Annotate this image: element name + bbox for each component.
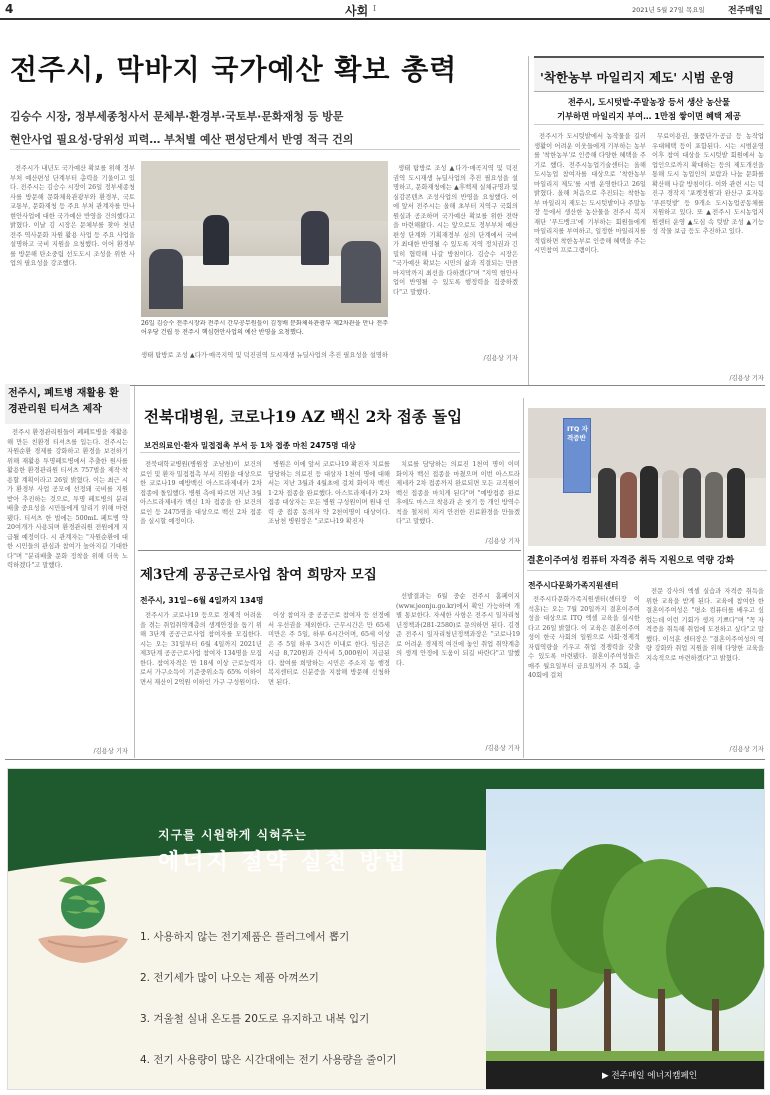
itq-photo: [528, 408, 766, 546]
ad-item: 1. 사용하지 않는 전기제품은 플러그에서 뽑기: [140, 931, 350, 943]
ad-item: 3. 겨울철 실내 온도를 20도로 유지하고 내복 입기: [140, 1013, 370, 1025]
photo-person-3: [341, 241, 381, 303]
vax-sub-rule: [140, 452, 520, 453]
side1-headline: '착한농부 마일리지 제도' 시범 운영: [540, 70, 735, 85]
lead-subheadline-1: 김승수 시장, 정부세종청사서 문체부·환경부·국토부·문화재청 등 방문: [10, 110, 344, 123]
section-mark: Ⅰ: [373, 4, 377, 13]
itq-headline: 결혼이주여성 컴퓨터 자격증 취득 지원으로 역량 강화: [527, 556, 735, 566]
vax-byline: /김용상 기자: [485, 538, 520, 545]
vax-subheadline: 보건의료인·환자 밀접접촉 부서 등 1차 접종 마친 2475명 대상: [144, 441, 356, 450]
side1-subheadline-2: 기부하면 마일리지 부여… 1만점 쌓이면 혜택 제공: [557, 111, 741, 121]
jobs-body-col2: 이상 참여자 중 공공근로 참여자 등 선정에서 우선권을 제외한다. 근무시간은 만 65세 미만은 주 5일, 하루 6시간이며, 65세 이상은 주 5일 하루 3시간 이내로 한다. 임금은 시급 8,720원과 간식비 5,000원이 지급된다. 참여를 희망하는 시민은 주소지 동 행정복지센터로 신분증을 지참해 방문해 신청하면 된다.: [268, 612, 390, 686]
jobs-body-col3: 선발결과는 6월 중순 전주시 홈페이지(www.jeonju.go.kr)에서 확인 가능하며 개별 통보한다. 자세한 사항은 전주시 일자리청년정책과(281-2580)로 문의하면 된다. 김경준 전주시 일자리청년정책과장은 "코로나19로 어려운 경제적 여건에 놓인 취업 취약계층의 생계 안정에 도움이 되길 바란다"고 말했다.: [396, 593, 520, 667]
itq-body-col2: 전문 강사의 엑셀 실습과 자격증 취득을 위한 교육을 받게 된다. 교육에 참여한 한 결혼이주여성은 "평소 컴퓨터를 배우고 싶었는데 이런 기회가 생겨 기쁘다"며 "꼭 자격증을 취득해 취업에 도전하고 싶다"고 말했다. 이석훈 센터장은 "결혼이주여성의 역량 강화와 취업 지원을 위해 다양한 교육을 지속적으로 마련하겠다"고 밝혔다.: [646, 588, 764, 662]
page-number: 4: [5, 2, 14, 16]
jobs-headline: 제3단계 공공근로사업 참여 희망자 모집: [140, 567, 377, 583]
photo-figure-7: [727, 468, 745, 538]
vax-headline: 전북대병원, 코로나19 AZ 백신 2차 접종 돌입: [144, 407, 463, 426]
side1-headline-box: [534, 56, 764, 92]
itq-rule: [527, 570, 767, 571]
side2-byline: /김용상 기자: [93, 748, 128, 755]
lead-headline: 전주시, 막바지 국가예산 확보 총력: [10, 53, 458, 86]
photo-person-1: [203, 215, 229, 265]
side1-body-col2: 무료이용권, 물품단가·공급 등 농작업 우대혜택 등이 포함된다. 시는 시범운영 이후 참여 대상을 도시텃밭 회원에서 농업인으로까지 확대하는 등의 제도개선을 통해 도시 농업인의 보람과 나눔 문화를 확산해 나갈 방침이다. 이와 관련 시는 덕진구 경작지 '포켓정원'과 완산구 효자동 '푸른텃밭' 등 9개소 도시농업공동체를 지원하고 있다. 또 ▲전주시 도시농업지원센터 운영 ▲도심 속 텃밭 조성 ▲기능성 작물 보급 등도 추진하고 있다.: [652, 133, 764, 235]
itq-subheadline: 전주시다문화가족지원센터: [528, 581, 619, 590]
side1-subheadline-1: 전주시, 도시텃밭·주말농장 등서 생산 농산물: [567, 97, 731, 107]
vax-body-col2: 병원은 이에 앞서 코로나19 확진자 치료를 담당하는 의료진 등 대상자 1천여 명에 대해서는 지난 3월과 4월초에 걸쳐 화이자 백신 1·2차 접종을 완료했다. 아스트라제네카 2차 접종 대상자는 모든 병원 구성원이며 원내 인력 중 접종 동의자 약 2천여명이 대상이다. 조남천 병원장은 "코로나19 확진자: [268, 461, 390, 525]
ad-footer-bar: [486, 1061, 765, 1090]
lead-subheadline-2: 현안사업 필요성·당위성 피력… 부처별 예산 편성단계서 반영 적극 건의: [10, 133, 354, 146]
energy-ad: [7, 768, 765, 1090]
photo-wall-panel: [141, 161, 388, 221]
photo-figure-2: [620, 472, 637, 538]
itq-byline: /김용상 기자: [729, 746, 764, 753]
photo-figure-4: [662, 470, 679, 538]
itq-body-col1: 전주시다문화가족지원센터(센터장 이석훈)는 오는 7월 20일까지 결혼이주여성을 대상으로 ITQ 엑셀 교육을 실시한다고 26일 밝혔다. 이 교육은 결혼이주여성이 한국 사회의 일원으로 사회·경제적 자립역량을 키우고 취업 경쟁력을 갖출 수 있도록 마련됐다. 결혼이주여성들은 매주 월요일부터 금요일까지 주 5회, 총 40회에 걸쳐: [528, 596, 640, 679]
lead-body-col3: 생태 탐방로 조성 ▲다가·매곡지역 및 덕진권역 도시재생 뉴딜사업의 추진 필요성을 설명하고, 문화재청에는 ▲후백제 실체규명과 및 실감콘텐츠 조성사업의 반영을 요청했다. 이에 앞서 전주시는 올해 초부터 지역구 국회의원실과 공조하며 국가예산 확보를 위한 전략을 마련해왔다. 시는 앞으로도 정부부처 예산편성 단계와 기획재정부 심의 단계에서 국비가 최대한 반영될 수 있도록 지역 정치권과 긴밀히 협력해 나갈 방침이다. 김승수 시장은 "국가예산 확보는 시민의 삶과 직결되는 만큼 마지막까지 최선을 다하겠다"며 "지역 현안사업이 반영될 수 있도록 행정력을 집중하겠다"고 말했다.: [393, 165, 518, 296]
jobs-subheadline: 전주시, 31일~6월 4일까지 134명: [140, 596, 264, 605]
lead-photo-caption: 26일 김승수 전주시장과 전주시 간부공무원들이 김정배 문화체육관광부 제2차관을 만나 전주어우당 건립 등 전주시 핵심현안사업의 예산 반영을 요청했다.: [141, 320, 388, 336]
lead-byline: /김용상 기자: [483, 355, 518, 362]
ad-pretitle: 지구를 시원하게 식혀주는: [158, 828, 307, 842]
photo-person-4: [149, 249, 183, 309]
right-column-divider-2: [523, 398, 524, 758]
ad-title: 에너지 절약 실천 방법: [158, 850, 409, 875]
ad-footer-text: ▶ 전주매일 에너지캠페인: [602, 1071, 698, 1081]
jobs-body-col1: 전주시가 코로나19 등으로 경제적 어려움을 겪는 취업취약계층의 생계안정을 돕기 위해 3단계 공공근로사업 참여자를 모집한다. 시는 오는 31일부터 6월 4일까지 2021년 제3단계 공공근로사업 참여자 134명을 모집한다. 참여자격은 만 18세 이상 근로능력자로서 가구소득이 기준중위소득 65% 이하이면서 재산이 2억원 이하인 가구 구성원이다.: [140, 612, 262, 686]
side2-body: 전주시 환경관리원들이 폐페트병을 재활용해 만든 친환경 티셔츠를 입는다. 전주시는 자원순환 경제를 강화하고 환경을 보전하기 위해 재활용 투명페트병에서 추출한 원사를 활용한 환경관리원 티셔츠 757벌을 제작·착용할 계획이라고 26일 밝혔다. 이는 최근 시가 환경부 사업 공모에 선정돼 국비를 지원받아 추진하는 것으로, 투명 페트병의 분리배출 중요성을 시민들에게 알리기 위해 마련됐다. 티셔츠 한 벌에는 500mL 페트병 약 20여개가 사용되며 환경관리원 전원에게 지급될 예정이다. 시 관계자는 "자원순환에 대한 시민들의 관심과 참여가 높아지길 기대한다"며 "분리배출 문화 정착을 위해 더욱 노력하겠다"고 말했다.: [7, 429, 128, 569]
photo-figure-6: [705, 472, 723, 538]
vax-body-col1: 전북대학교병원(병원장 조남천)이 보건의료인 및 환자 밀접접촉 부서 직원을 대상으로 한 코로나19 예방백신 아스트라제네카 2차 접종에 돌입했다. 병원 측에 따르면 지난 3월 아스트라제네카 백신 1차 접종을 한 보건의료인 등 2475명을 대상으로 백신 2차 접종을 실시할 예정이다.: [140, 461, 262, 525]
side1-byline: /김용상 기자: [729, 375, 764, 382]
left-column-divider: [134, 386, 135, 758]
vax-body-col3: 치료를 담당하는 의료진 1천여 명이 이미 화이자 백신 접종을 마쳤으며 이번 아스트라제네카 2차 접종까지 완료되면 모든 교직원이 백신 접종을 마치게 된다"며 "예방접종 완료 후에도 마스크 착용과 손 씻기 등 개인 방역수칙을 철저히 지켜 안전한 진료환경을 만들겠다"고 말했다.: [396, 461, 520, 525]
photo-figure-3: [640, 466, 658, 538]
issue-date: 2021년 5월 27일 목요일: [632, 6, 705, 14]
ad-item: 4. 전기 사용량이 많은 시간대에는 전기 사용량을 줄이기: [140, 1054, 397, 1066]
masthead: [0, 0, 770, 18]
side2-headline-box: [5, 384, 130, 424]
photo-figure-1: [598, 468, 616, 538]
section-rule-2: [138, 550, 521, 551]
lead-body-col2-cont: 생태 탐방로 조성 ▲다가·매곡지역 및 덕진권역 도시재생 뉴딜사업의 추진 필요성을 설명하: [141, 352, 388, 359]
paper-name: 전주매일: [728, 6, 763, 16]
photo-figure-5: [683, 468, 701, 538]
tree-icon: [486, 829, 765, 1089]
lead-photo: [141, 161, 388, 317]
jobs-byline: /김용상 기자: [485, 745, 520, 752]
side2-headline: 전주시, 폐트병 재활용 환경관리원 티셔츠 제작: [8, 388, 119, 415]
right-column-divider: [528, 56, 529, 386]
section-name: 사회: [345, 4, 369, 18]
lead-sub-rule: [10, 149, 520, 150]
side1-sub-rule: [534, 124, 764, 125]
side1-body-col1: 전주시가 도시텃밭에서 농작물을 길러 생활이 어려운 이웃들에게 기부하는 농부를 '착한농부'로 인증해 다양한 혜택을 주기로 했다. 전주시농업기술센터는 올해 도시농업 참여자를 대상으로 '착한농부 마일리지 제도'를 시범 운영한다고 26일 밝혔다. 올해 처음으로 추진되는 착한농부 마일리지 제도는 도시텃밭이나 주말농장 등에서 생산한 농산물을 전주시 복지재단 '푸드뱅크'에 기부하는 회원들에게 마일리지를 부여하고, 일정한 마일리지를 적립하면 착한농부로 인증해 혜택을 주는 시민참여 프로그램이다.: [534, 133, 646, 254]
masthead-rule: [0, 18, 770, 20]
photo-person-2: [301, 211, 329, 265]
section-rule-3: [5, 759, 765, 760]
photo-banner: [563, 418, 591, 493]
banner-text: ITQ 자격증반: [567, 425, 588, 442]
ad-item: 2. 전기세가 많이 나오는 제품 아껴쓰기: [140, 972, 319, 984]
lead-body-col1: 전주시가 내년도 국가예산 확보를 위해 정부부처 예산편성 단계부터 총력을 기울이고 있다. 전주시는 김승수 시장이 26일 정부세종청사를 방문해 문화체육관광부와 환경부, 국토교통부, 문화재청 등 주요 부처 관계자를 만나 현안사업에 대한 국가예산 반영을 건의했다고 밝혔다. 이날 김 시장은 문체부를 찾아 천년 전주 역사문화 자원 활용 사업 등 주요 사업을 설명하고 국비 지원을 요청했다. 이어 환경부를 방문해 탄소중립 선도도시 조성을 위한 사업의 필요성을 강조했다.: [10, 165, 135, 267]
